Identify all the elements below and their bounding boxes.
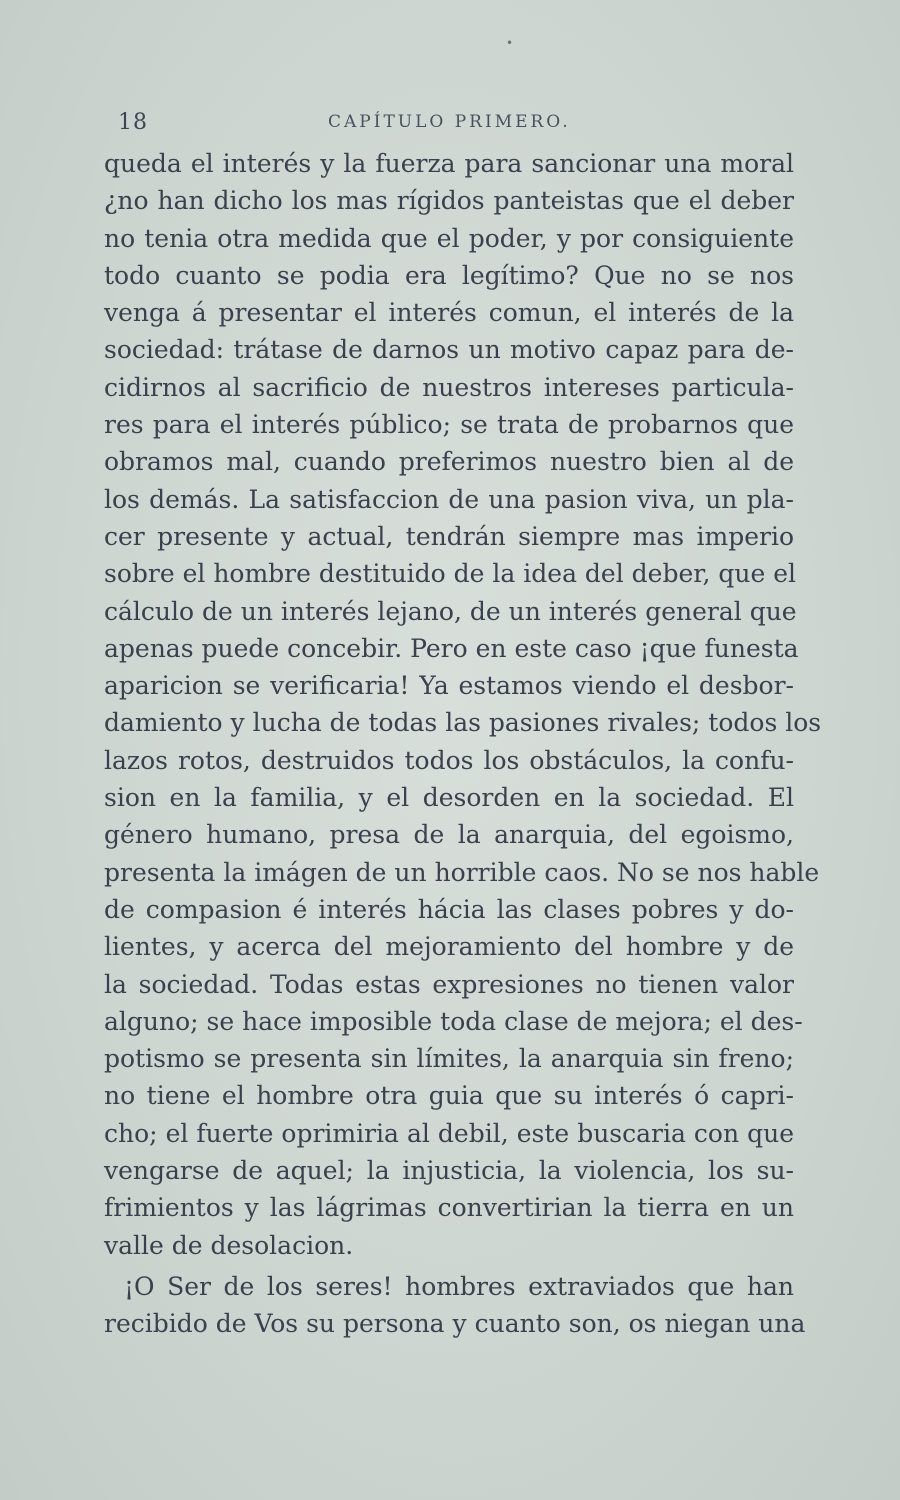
text-line: los demás. La satisfaccion de una pasion viva, un pla-	[104, 484, 794, 514]
paragraph-2	[104, 1268, 806, 1343]
text-line: damiento y lucha de todas las pasiones rivales; todos los	[104, 708, 822, 738]
text-line: la sociedad. Todas estas expresiones no tienen valor	[104, 969, 794, 999]
paragraph-1	[104, 145, 822, 1264]
text-line: recibido de Vos su persona y cuanto son, os niegan una	[104, 1309, 806, 1339]
running-head: CAPÍTULO PRIMERO.	[328, 112, 571, 132]
text-line: aparicion se verificaria! Ya estamos viendo el desbor-	[104, 671, 794, 701]
text-line: potismo se presenta sin límites, la anarquia sin freno;	[104, 1044, 794, 1074]
text-line: no tiene el hombre otra guia que su interés ó capri-	[104, 1081, 794, 1111]
text-line: no tenia otra medida que el poder, y por consiguiente	[104, 223, 794, 253]
text-line: sion en la familia, y el desorden en la sociedad. El	[104, 783, 794, 813]
ink-speck: •	[506, 36, 514, 50]
text-line: sociedad: trátase de darnos un motivo capaz para de-	[104, 335, 794, 365]
text-line: frimientos y las lágrimas convertirian la tierra en un	[104, 1193, 794, 1223]
text-line: valle de desolacion.	[104, 1230, 354, 1260]
text-line: ¡O Ser de los seres! hombres extraviados que han	[124, 1271, 794, 1301]
text-line: presenta la imágen de un horrible caos. No se nos hable	[104, 857, 820, 887]
text-line: cho; el fuerte oprimiria al debil, este buscaria con que	[104, 1118, 794, 1148]
text-line: lazos rotos, destruidos todos los obstáculos, la confu-	[104, 745, 794, 775]
body-text	[104, 145, 822, 1343]
text-line: obramos mal, cuando preferimos nuestro bien al de	[104, 447, 794, 477]
text-line: apenas puede concebir. Pero en este caso ¡que funesta	[104, 633, 799, 663]
text-line: vengarse de aquel; la injusticia, la violencia, los su-	[104, 1156, 794, 1186]
page-number: 18	[118, 110, 148, 135]
text-line: venga á presentar el interés comun, el interés de la	[104, 298, 794, 328]
text-line: queda el interés y la fuerza para sancionar una moral	[104, 149, 794, 178]
text-line: cer presente y actual, tendrán siempre mas imperio	[104, 521, 794, 551]
text-line: sobre el hombre destituido de la idea del deber, que el	[104, 559, 796, 589]
text-line: género humano, presa de la anarquia, del egoismo,	[104, 820, 794, 850]
text-line: cidirnos al sacrificio de nuestros intereses particula-	[104, 372, 794, 402]
text-line: cálculo de un interés lejano, de un interés general que	[104, 596, 797, 626]
text-line: ¿no han dicho los mas rígidos panteistas que el deber	[104, 186, 794, 216]
text-line: alguno; se hace imposible toda clase de mejora; el des-	[104, 1006, 803, 1036]
text-line: res para el interés público; se trata de probarnos que	[104, 410, 794, 440]
text-line: lientes, y acerca del mejoramiento del hombre y de	[104, 932, 794, 962]
text-line: todo cuanto se podia era legítimo? Que no se nos	[104, 260, 794, 290]
page-header	[118, 110, 800, 140]
text-line: de compasion é interés hácia las clases pobres y do-	[104, 894, 794, 924]
